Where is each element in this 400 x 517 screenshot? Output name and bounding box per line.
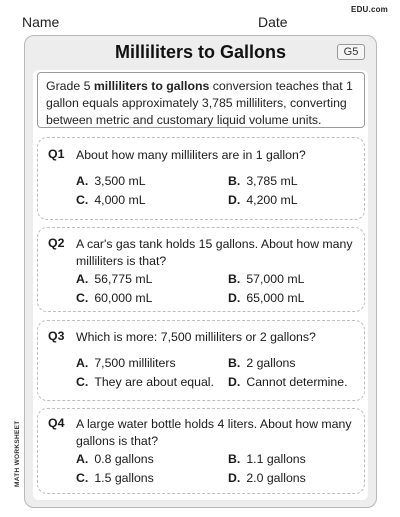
question-text: A large water bottle holds 4 liters. About how many gallons is that?: [76, 417, 352, 448]
option-text: 60,000 mL: [94, 291, 153, 305]
answer-option[interactable]: [76, 356, 176, 370]
option-text: 2.0 gallons: [246, 471, 306, 485]
answer-option[interactable]: [228, 452, 306, 466]
option-text: 3,500 mL: [94, 174, 146, 188]
question-text: A car's gas tank holds 15 gallons. About how many milliliters is that?: [76, 237, 353, 268]
brand-logo: EDU.com: [351, 5, 388, 14]
answer-option[interactable]: [228, 272, 304, 286]
option-letter: B.: [228, 272, 241, 286]
option-text: 3,785 mL: [246, 174, 298, 188]
intro-box: [37, 72, 365, 128]
option-text: 7,500 milliliters: [94, 356, 176, 370]
option-text: 1.5 gallons: [94, 471, 154, 485]
option-text: 65,000 mL: [246, 291, 305, 305]
answer-option[interactable]: [228, 356, 296, 370]
option-letter: A.: [76, 452, 89, 466]
intro-suffix: conversion teaches that 1 gallon equals approximately 3,785 milliliters, converting between metric and customary liquid volume units.: [46, 79, 353, 127]
option-text: 4,000 mL: [94, 193, 146, 207]
option-text: They are about equal.: [94, 375, 214, 389]
option-letter: C.: [76, 375, 89, 389]
intro-bold: milliliters to gallons: [93, 79, 210, 93]
option-letter: B.: [228, 452, 241, 466]
answer-option[interactable]: [228, 375, 347, 389]
title-bar: [25, 36, 376, 68]
answer-option[interactable]: [76, 471, 154, 485]
name-label: Name: [22, 14, 60, 30]
answer-option[interactable]: [76, 375, 214, 389]
option-text: 56,775 mL: [94, 272, 153, 286]
question-number: Q1: [48, 147, 65, 161]
answer-option[interactable]: [228, 174, 298, 188]
answer-option[interactable]: [228, 193, 298, 207]
option-letter: A.: [76, 356, 89, 370]
question-number: Q2: [48, 236, 65, 250]
answer-option[interactable]: [228, 471, 306, 485]
option-letter: D.: [228, 471, 241, 485]
answer-option[interactable]: [76, 193, 146, 207]
option-text: 2 gallons: [246, 356, 296, 370]
side-label: MATH WORKSHEET: [14, 420, 21, 487]
question-card: [37, 408, 365, 494]
worksheet-body: [33, 70, 368, 500]
option-text: 0.8 gallons: [94, 452, 154, 466]
question-number: Q4: [48, 416, 65, 430]
date-label: Date: [258, 14, 288, 30]
option-letter: C.: [76, 471, 89, 485]
answer-option[interactable]: [76, 291, 152, 305]
answer-option[interactable]: [76, 272, 152, 286]
option-text: 4,200 mL: [246, 193, 298, 207]
worksheet-title: Milliliters to Gallons: [114, 42, 287, 62]
worksheet-panel: [24, 35, 377, 508]
intro-prefix: Grade 5: [46, 79, 94, 93]
grade-badge: G5: [337, 44, 365, 60]
option-text: 57,000 mL: [246, 272, 305, 286]
option-letter: A.: [76, 174, 89, 188]
question-card: [37, 227, 365, 312]
option-letter: C.: [76, 193, 89, 207]
option-text: Cannot determine.: [246, 375, 348, 389]
answer-option[interactable]: [76, 174, 146, 188]
answer-option[interactable]: [228, 291, 304, 305]
option-letter: A.: [76, 272, 89, 286]
option-letter: D.: [228, 375, 241, 389]
question-text: Which is more: 7,500 milliliters or 2 gallons?: [76, 330, 316, 344]
question-text: About how many milliliters are in 1 gallon?: [76, 148, 306, 162]
question-card: [37, 320, 365, 401]
option-letter: B.: [228, 356, 241, 370]
option-letter: D.: [228, 193, 241, 207]
question-card: [37, 137, 365, 220]
answer-option[interactable]: [76, 452, 154, 466]
option-letter: B.: [228, 174, 241, 188]
option-letter: C.: [76, 291, 89, 305]
option-letter: D.: [228, 291, 241, 305]
option-text: 1.1 gallons: [246, 452, 306, 466]
question-number: Q3: [48, 329, 65, 343]
